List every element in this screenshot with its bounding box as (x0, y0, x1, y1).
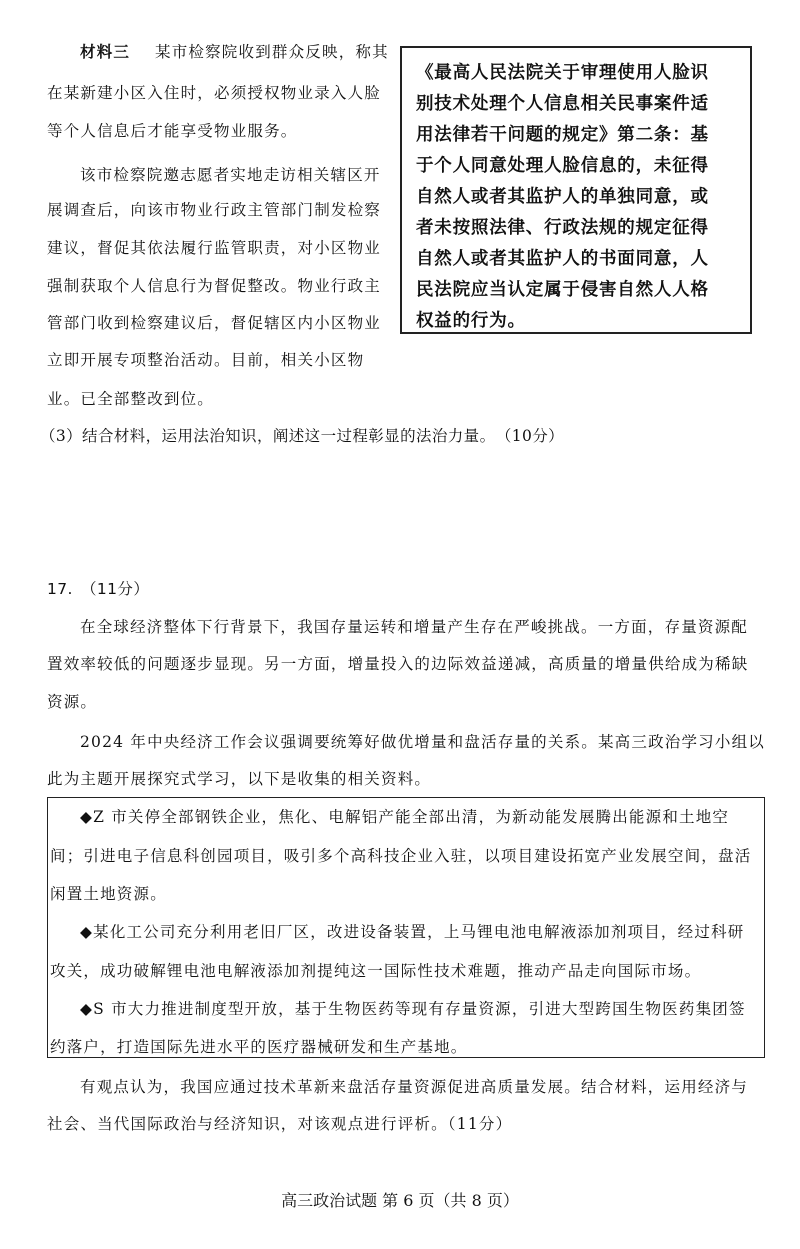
quote-line: 别技术处理个人信息相关民事案件适 (416, 94, 709, 114)
resource-line: ◆S 市大力推进制度型开放，基于生物医药等现有存量资源，引进大型跨国生物医药集团签 (80, 1000, 746, 1018)
material-text-line: 该市检察院邀志愿者实地走访相关辖区开 (80, 166, 381, 184)
material-text-line: 立即开展专项整治活动。目前，相关小区物 (47, 351, 365, 369)
question-3: （3）结合材料，运用法治知识，阐述这一过程彰显的法治力量。 （10分） (40, 427, 565, 445)
q17-para1-line: 置效率较低的问题逐步显现。另一方面，增量投入的边际效益递减，高质量的增量供给成为稀缺 (47, 655, 749, 673)
quote-line: 于个人同意处理人脸信息的，未征得 (416, 156, 709, 176)
q17-para2-line: 2024 年中央经济工作会议强调要统筹好做优增量和盘活存量的关系。某高三政治学习小组以 (80, 733, 765, 751)
resource-line: 约落户，打造国际先进水平的医疗器械研发和生产基地。 (50, 1038, 468, 1056)
q17-question-line: 社会、当代国际政治与经济知识，对该观点进行评析。（11分） (47, 1115, 513, 1133)
material-text-line: 等个人信息后才能享受物业服务。 (47, 122, 298, 140)
quote-line: 权益的行为。 (416, 311, 526, 331)
material-text-line: 强制获取个人信息行为督促整改。物业行政主 (47, 277, 382, 295)
material-text-line: 业。已全部整改到位。 (47, 390, 215, 408)
quote-line: 民法院应当认定属于侵害自然人人格 (416, 280, 709, 300)
page-footer: 高三政治试题 第 6 页（共 8 页） (281, 1191, 519, 1210)
q17-para2-line: 此为主题开展探究式学习，以下是收集的相关资料。 (47, 770, 432, 788)
quote-line: 者未按照法律、行政法规的规定征得 (416, 218, 709, 238)
resource-line: ◆Z 市关停全部钢铁企业，焦化、电解铝产能全部出清，为新动能发展腾出能源和土地空 (80, 808, 730, 826)
material-text-line: 管部门收到检察建议后，督促辖区内小区物业 (47, 314, 382, 332)
quote-line: 《最高人民法院关于审理使用人脸识 (416, 63, 709, 83)
q17-para1-line: 在全球经济整体下行背景下，我国存量运转和增量产生存在严峻挑战。一方面，存量资源配 (80, 618, 749, 636)
material-text-line: 建议，督促其依法履行监管职责，对小区物业 (47, 239, 382, 257)
quote-line: 自然人或者其监护人的书面同意，人 (416, 249, 709, 269)
question-17-number: 17. （11分） (47, 580, 150, 598)
material-label: 材料三 (80, 43, 131, 61)
material-text-line: 在某新建小区入住时，必须授权物业录入人脸 (47, 84, 382, 102)
q17-question-line: 有观点认为，我国应通过技术革新来盘活存量资源促进高质量发展。结合材料，运用经济与 (80, 1078, 749, 1096)
resource-line: 闲置土地资源。 (50, 885, 167, 903)
quote-line: 自然人或者其监护人的单独同意，或 (416, 187, 709, 207)
resource-line: ◆某化工公司充分利用老旧厂区，改进设备装置，上马锂电池电解液添加剂项目，经过科研 (80, 923, 745, 941)
material-text-line: 展调查后，向该市物业行政主管部门制发检察 (47, 201, 382, 219)
q17-para1-line: 资源。 (47, 693, 98, 711)
resource-line: 攻关，成功破解锂电池电解液添加剂提纯这一国际性技术难题，推动产品走向国际市场。 (50, 962, 702, 980)
legal-quote-box (400, 46, 752, 334)
resource-line: 间；引进电子信息科创园项目，吸引多个高科技企业入驻，以项目建设拓宽产业发展空间，盘活 (50, 847, 752, 865)
material-text-line: 某市检察院收到群众反映，称其 (155, 43, 389, 61)
quote-line: 用法律若干问题的规定》第二条：基 (416, 125, 709, 145)
